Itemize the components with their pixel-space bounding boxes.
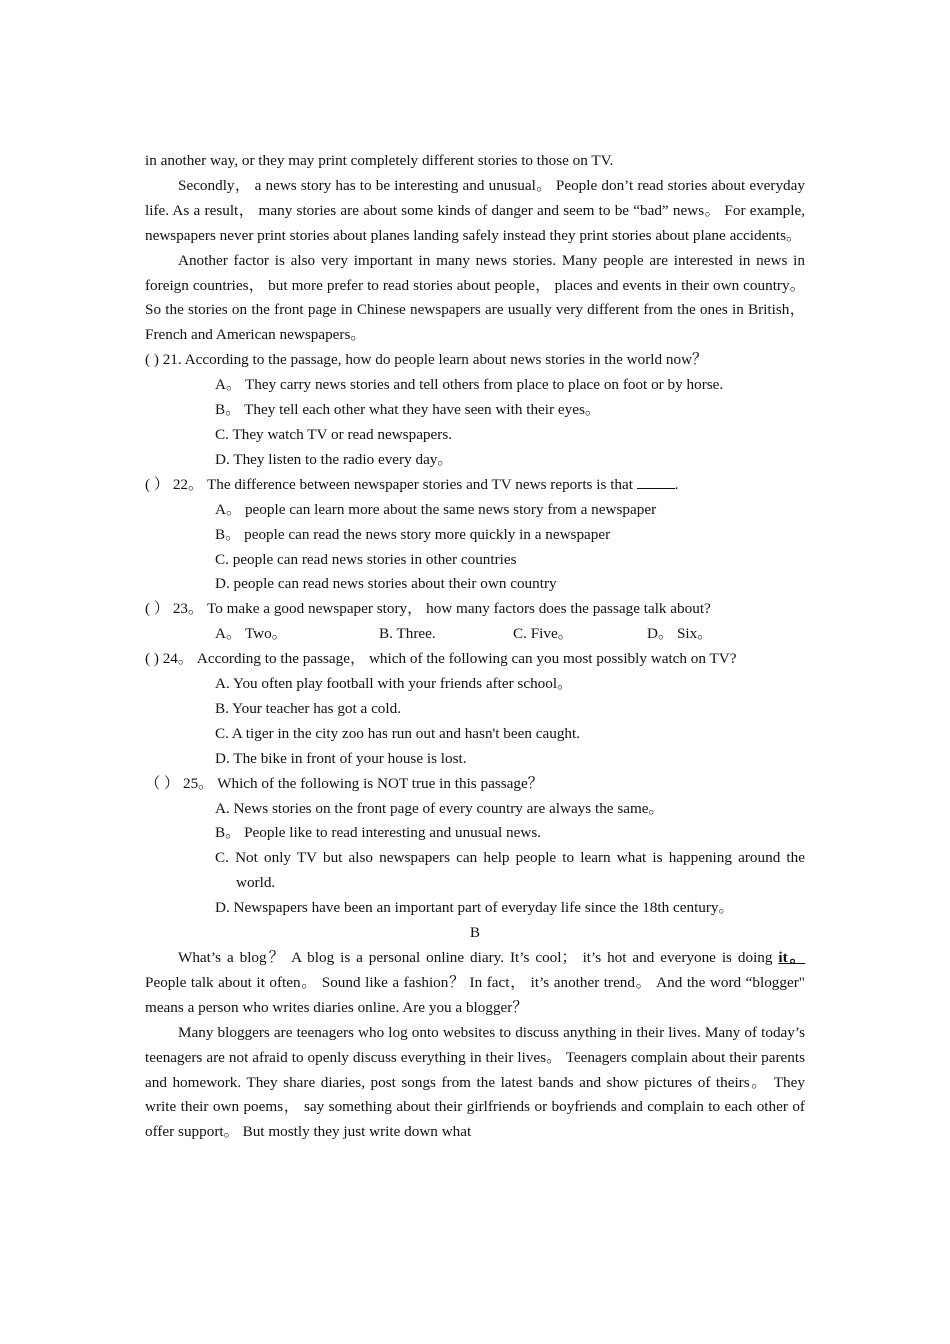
document-page: [145, 149, 805, 1145]
question-21-option-b: B。 They tell each other what they have seen with their eyes。: [215, 401, 601, 419]
question-21-option-c: C. They watch TV or read newspapers.: [215, 425, 453, 443]
question-21-option-d: D. They listen to the radio every day。: [215, 450, 453, 468]
question-24-stem: ( ) 24。 According to the passage， which of the following can you most possibly watch on TV?: [145, 650, 737, 668]
question-22-option-c: C. people can read news stories in other countries: [215, 550, 517, 568]
question-23-options: [145, 622, 805, 647]
question-25-option-c: C. Not only TV but also newspapers can help people to learn what is happening around the world.: [215, 849, 805, 892]
passage-b-paragraph-1-start: What’s a blog？ A blog is a personal online diary. It’s cool； it’s hot and everyone is doing: [178, 949, 773, 966]
question-22-option-d: D. people can read news stories about their own country: [215, 575, 557, 593]
question-21-option-a: A。 They carry news stories and tell others from place to place on foot or by horse.: [215, 376, 724, 394]
question-21-stem: ( ) 21. According to the passage, how do people learn about news stories in the world now？: [145, 351, 708, 369]
question-24-option-a: A. You often play football with your friends after school。: [215, 675, 573, 693]
question-23-option-a: A。 Two。: [215, 625, 287, 643]
passage-a-paragraph-1-tail: in another way, or they may print completely different stories to those on TV.: [145, 152, 614, 169]
passage-a-paragraph-2: Secondly， a news story has to be interesting and unusual。 People don’t read stories about everyday life. As a result， many stories are about some kinds of danger and seem to be “bad” news。 For example, newspapers never print stories about planes landing safely instead they print stories about plane accidents。: [145, 176, 805, 244]
question-22-option-b: B。 people can read the news story more quickly in a newspaper: [215, 525, 611, 543]
question-23-option-b: B. Three.: [379, 625, 436, 643]
passage-b-paragraph-1: [145, 946, 805, 1021]
question-23-option-c: C. Five。: [513, 625, 573, 643]
question-24-option-d: D. The bike in front of your house is lost.: [215, 749, 467, 767]
question-22-stem-end: .: [674, 475, 679, 493]
question-23-option-d: D。 Six。: [647, 625, 713, 643]
underlined-word-it: it。: [778, 949, 805, 966]
passage-a-paragraph-3: Another factor is also very important in many news stories. Many people are interested in news in foreign countries， but more prefer to read stories about people， places and events in their own country。 So the stories on the front page in Chinese newspapers are usually very different from the ones in British， French and American newspapers。: [145, 251, 805, 344]
question-24-option-b: B. Your teacher has got a cold.: [215, 699, 402, 717]
passage-b-heading: B: [469, 924, 481, 942]
passage-b-paragraph-2: Many bloggers are teenagers who log onto websites to discuss anything in their lives. Many of today’s teenagers are not afraid to openly discuss everything in their lives。 Teenagers complain about their parents and homework. They share diaries, post songs from the latest bands and show pictures of theirs。 They write their own poems， say something about their girlfriends or boyfriends and complain to each other of offer support。 But mostly they just write down what: [145, 1023, 805, 1141]
passage-b-paragraph-1-rest: People talk about it often。 Sound like a fashion？ In fact， it’s another trend。 And the word “blogger" means a person who writes diaries online. Are you a blogger？: [145, 973, 805, 1016]
question-25-stem: （ ） 25。 Which of the following is NOT true in this passage？: [145, 774, 543, 792]
question-22-stem-text: ( ） 22。 The difference between newspaper stories and TV news reports is that: [145, 475, 633, 493]
question-23-stem: ( ） 23。 To make a good newspaper story， how many factors does the passage talk about?: [145, 600, 711, 618]
question-22-option-a: A。 people can learn more about the same news story from a newspaper: [215, 500, 657, 518]
question-25-option-d: D. Newspapers have been an important part of everyday life since the 18th century。: [215, 899, 734, 917]
question-22-stem: [145, 473, 805, 498]
question-24-option-c: C. A tiger in the city zoo has run out and hasn't been caught.: [215, 724, 581, 742]
question-25-option-b: B。 People like to read interesting and unusual news.: [215, 824, 542, 842]
answer-blank: [637, 474, 675, 489]
question-25-option-a: A. News stories on the front page of every country are always the same。: [215, 799, 664, 817]
